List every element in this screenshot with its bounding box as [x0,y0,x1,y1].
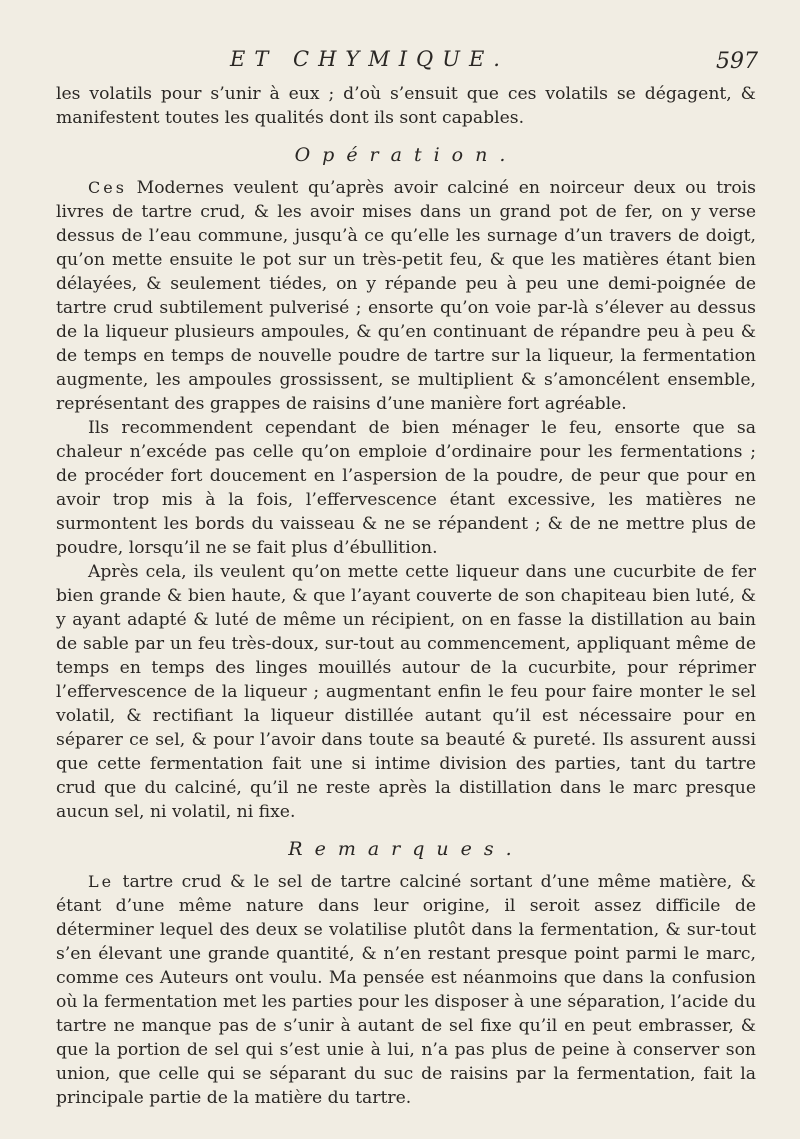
remarques-heading: Remarques. [288,838,524,860]
remarques-lead-word: Le [88,872,115,891]
operation-paragraph-1-text: Modernes veulent qu’après avoir calciné en noirceur deux ou trois livres de tartre crud, & les avoir mises dans un grand pot de fer, on y verse dessus de l’eau commune, jusqu’à ce qu’elle les surnage d’un travers de doigt, qu’on mette ensuite le pot sur un très-petit feu, & que les matières étant bien délayées, & seulement tiédes, on y répande peu à peu une demi-poignée de tartre crud subtilement pulverisé ; ensorte qu’on voie par-là s’élever au dessus de la liqueur plusieurs ampoules, & qu’en continuant de répandre peu à peu & de temps en temps de nouvelle poudre de tartre sur la liqueur, la fermentation augmente, les ampoules grossissent, se multiplient & s’amoncélent ensemble, représentant des grappes de raisins d’une manière fort agréable. [56,178,756,414]
intro-paragraph: les volatils pour s’unir à eux ; d’où s’ensuit que ces volatils se dégagent, & manifestent toutes les qualités dont ils sont capables. [56,84,756,128]
operation-paragraph-2: Ils recommendent cependant de bien ménager le feu, ensorte que sa chaleur n’excéde pas celle qu’on emploie d’ordinaire pour les fermentations ; de procéder fort doucement en l’aspersion de la poudre, de peur que pour en avoir trop mis à la fois, l’effervescence étant excessive, les matières ne surmontent les bords du vaisseau & ne se répandent ; & de ne mettre plus de poudre, lorsqu’il ne se fait plus d’ébullition. [56,418,756,558]
operation-paragraph-1 [56,176,756,416]
operation-paragraph-3: Après cela, ils veulent qu’on mette cette liqueur dans une cucurbite de fer bien grande & bien haute, & que l’ayant couverte de son chapiteau bien luté, & y ayant adapté & luté de même un récipient, on en fasse la distillation au bain de sable par un feu très-doux, sur-tout au commencement, appliquant même de temps en temps des linges mouillés autour de la cucurbite, pour réprimer l’effervescence de la liqueur ; augmentant enfin le feu pour faire monter le sel volatil, & rectifiant la liqueur distillée autant qu’il est nécessaire pour en séparer ce sel, & pour l’avoir dans toute sa beauté & pureté. Ils assurent aussi que cette fermentation fait une si intime division des parties, tant du tartre crud que du calciné, qu’il ne reste après la distillation dans le marc presque aucun sel, ni volatil, ni fixe. [56,562,756,822]
main-text [56,82,756,1110]
running-head: ET CHYMIQUE. [230,47,509,71]
remarques-paragraph-1-text: tartre crud & le sel de tartre calciné sortant d’une même matière, & étant d’une même nature dans leur origine, il seroit assez difficile de déterminer lequel des deux se volatilise plutôt dans la fermentation, & sur-tout s’en élevant une grande quantité, & n’en restant presque point parmi le marc, comme ces Auteurs ont voulu. Ma pensée est néanmoins que dans la confusion où la fermentation met les parties pour les disposer à une séparation, l’acide du tartre ne manque pas de s’unir à autant de sel fixe qu’il en peut embrasser, & que la portion de sel qui s’est unie à lui, n’a pas plus de peine à conserver son union, que celle qui se séparant du suc de raisins par la fermentation, fait la principale partie de la matière du tartre. [56,872,756,1108]
operation-heading: Opération. [294,144,518,166]
page-header [0,47,800,81]
remarques-paragraph-1 [56,870,756,1110]
page-number: 597 [716,49,758,74]
operation-lead-word: Ces [88,178,127,197]
